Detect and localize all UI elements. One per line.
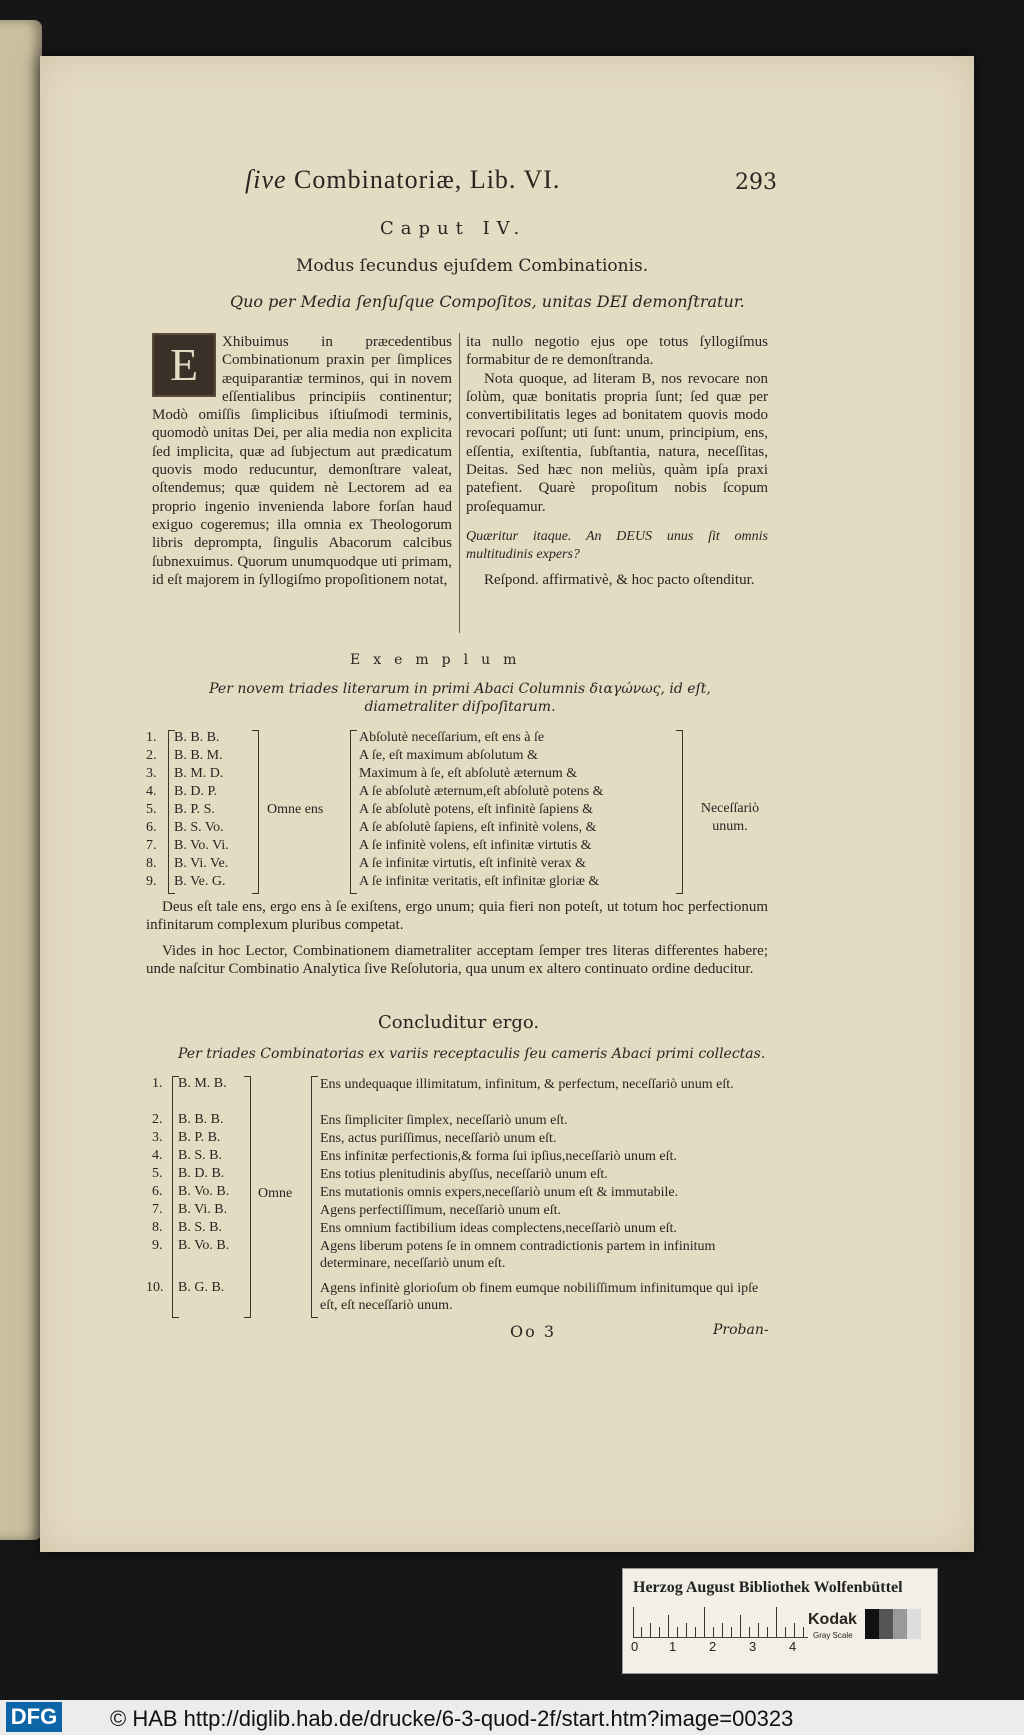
exemplum-title: Exemplum [350, 652, 530, 668]
chapter-subtitle: Modus ſecundus ejuſdem Combinationis. [296, 256, 649, 276]
conc-row-number: 5. [152, 1166, 163, 1181]
conc-row-number: 10. [146, 1280, 164, 1295]
ruler-label: 2 [709, 1639, 717, 1654]
exemplum-letters: B. Vo. Vi. [174, 838, 229, 853]
exemplum-letters: B. M. D. [174, 766, 224, 781]
exemplum-row [146, 784, 157, 800]
chapter-heading: Caput IV. [380, 218, 527, 239]
conc-row-number: 8. [152, 1220, 163, 1235]
dropcap-initial: E [152, 333, 216, 397]
conc-row-text: Agens infinitè glorioſum ob finem eumque nobiliſſimum infinitumque qui ipſe eſt, eſt neceſſariò unum. [320, 1281, 759, 1313]
exemplum-letters-brace [252, 730, 259, 894]
exemplum-letters: B. B. M. [174, 748, 223, 763]
conc-row-number: 7. [152, 1202, 163, 1217]
exemplum-row [146, 766, 157, 782]
exemplum-letters: B. Ve. G. [174, 874, 226, 889]
exemplum-row [146, 802, 157, 818]
conc-row-text: Ens totius plenitudinis abyſſus, neceſſariò unum eſt. [320, 1167, 608, 1182]
exemplum-row [146, 874, 157, 890]
exemplum-text: A ſe infinitæ veritatis, eſt infinitæ gloriæ & [359, 874, 600, 889]
exemplum-letters: B. D. P. [174, 784, 218, 799]
ruler-label: 1 [669, 1639, 677, 1654]
exemplum-text: A ſe infinitè volens, eſt infinitæ virtutis & [359, 838, 592, 853]
gray-scale-label: Gray Scale [813, 1631, 853, 1640]
conc-row-text: Ens undequaque illimitatum, infinitum, & perfectum, neceſſariò unum eſt. [320, 1077, 734, 1092]
conc-row-letters: B. P. B. [178, 1130, 221, 1145]
exemplum-conclusion: Neceſſariò unum. [700, 801, 760, 834]
row-number: 1. [146, 730, 157, 745]
exemplum-letters: B. Vi. Ve. [174, 856, 229, 871]
concluditur-description: Per triades Combinatorias ex variis receptaculis ſeu cameris Abaci primi collectas. [178, 1046, 766, 1062]
exemplum-text: Abſolutè neceſſarium, eſt ens à ſe [359, 730, 545, 745]
conc-row-letters: B. D. B. [178, 1166, 225, 1181]
ruler-label: 4 [789, 1639, 797, 1654]
conc-row-text: Ens omnium factibilium ideas complectens,neceſſariò unum eſt. [320, 1221, 677, 1236]
row-number: 5. [146, 802, 157, 817]
ruler-label: 3 [749, 1639, 757, 1654]
exemplum-text: A ſe, eſt maximum abſolutum & [359, 748, 538, 763]
chapter-intro: Quo per Media ſenſuſque Compoſitos, unitas DEI demonſtratur. [230, 292, 745, 311]
exemplum-row [146, 730, 157, 746]
conc-row-text: Ens ſimpliciter ſimplex, neceſſariò unum eſt. [320, 1113, 568, 1128]
conc-left-bracket [172, 1076, 179, 1318]
signature-mark: Oo 3 [510, 1322, 557, 1341]
dfg-logo[interactable]: DFG [6, 1702, 62, 1732]
conc-row-number: 1. [152, 1076, 163, 1091]
column-left-text: Xhibuimus in præcedentibus Combinationum praxin per ſimplices æquiparantiæ terminos, qui in novem eſſentialibus principiis continentur; Modò omiſſis ſimplicibus iſtiuſmodi terminis, quomodò unitas Dei, per alia media non explicita ſed implicita, quæ ad ſubjectum aut prædicatum quovis modo reducuntur, demonſtrare valeat, oſtendemus; quæ quidem nè Lectorem ad ea proprio ingenio invenienda labore forſan haud exiguo cogeremus; illa omnia ex Theologorum libris deprompta, ſingulis Abacorum calcibus ſubnexuimus. Quorum unumquodque uti primam, id eſt majorem in ſyllogiſmo propoſitionem notat, [152, 334, 452, 588]
col2-paragraph-1: ita nullo negotio ejus ope totus ſyllogiſmus formabitur de re demonſtranda. [466, 334, 768, 369]
exemplum-text: Maximum à ſe, eſt abſolutè æternum & [359, 766, 578, 781]
paragraph-deus: Deus eſt tale ens, ergo ens à ſe exiſtens, ergo unum; quia fieri non poteſt, ut totum hoc perfectionum infinitarum complexum pluribus competat. [146, 899, 768, 933]
exemplum-text: A ſe abſolutè æternum,eſt abſolutè potens & [359, 784, 604, 799]
conc-row-letters: B. S. B. [178, 1220, 222, 1235]
exemplum-text: A ſe abſolutè ſapiens, eſt infinitè volens, & [359, 820, 597, 835]
exemplum-row [146, 838, 157, 854]
exemplum-right-brace [676, 730, 683, 894]
left-page-edge [0, 20, 42, 1540]
running-head-pre: ſive [245, 165, 287, 194]
conc-row-letters: B. G. B. [178, 1280, 225, 1295]
exemplum-left-bracket [168, 730, 175, 894]
row-number: 4. [146, 784, 157, 799]
library-name: Herzog August Bibliothek Wolfenbüttel [633, 1579, 903, 1596]
scale-ruler [633, 1607, 808, 1638]
paragraph-vides: Vides in hoc Lector, Combinationem diametraliter acceptam ſemper tres literas differentes habere; unde naſcitur Combinatio Analytica ſive Reſolutoria, qua unum ex altero continuato ordine deducitur. [146, 943, 768, 977]
row-number: 3. [146, 766, 157, 781]
col2-paragraph-2: Nota quoque, ad literam B, nos revocare non ſolùm, quæ bonitatis propria ſunt; ſed quæ per convertibilitatis leges ad bonitatem quovis modo revocari poſſunt; uti ſunt: unum, principium, ens, eſſentia, exiſtentia, ſubſtantia, natura, neceſſitas, Deitas. Sed hæc non meliùs, quàm ipſa praxi patefient. Quarè propoſitum nobis ſcopum proſequamur. [466, 370, 768, 515]
exemplum-text-brace [350, 730, 357, 894]
row-number: 9. [146, 874, 157, 889]
conc-row-text: Agens liberum potens ſe in omnem contradictionis partem in infinitum determinare, neceſſariò unum eſt. [320, 1239, 716, 1271]
col2-question: Quæritur itaque. An DEUS unus ſit omnis multitudinis expers? [466, 528, 768, 563]
col2-response: Reſpond. affirmativè, & hoc pacto oſtenditur. [484, 571, 755, 588]
conc-row-number: 4. [152, 1148, 163, 1163]
catchword: Proban- [713, 1322, 769, 1338]
conc-row-text: Ens, actus puriſſimus, neceſſariò unum eſt. [320, 1131, 557, 1146]
conc-row-letters: B. Vo. B. [178, 1238, 230, 1253]
row-number: 2. [146, 748, 157, 763]
row-number: 7. [146, 838, 157, 853]
conc-row-number: 2. [152, 1112, 163, 1127]
conc-row-letters: B. Vi. B. [178, 1202, 228, 1217]
concluditur-heading: Concluditur ergo. [378, 1012, 540, 1033]
column-right [466, 333, 768, 589]
conc-middle-label: Omne [258, 1186, 293, 1201]
exemplum-text: A ſe infinitæ virtutis, eſt infinitè verax & [359, 856, 587, 871]
exemplum-letters: B. P. S. [174, 802, 215, 817]
exemplum-row [146, 856, 157, 872]
exemplum-letters: B. S. Vo. [174, 820, 224, 835]
page-number: 293 [735, 170, 777, 195]
conc-row-number: 6. [152, 1184, 163, 1199]
conc-row-letters: B. S. B. [178, 1148, 222, 1163]
row-number: 8. [146, 856, 157, 871]
exemplum-letters: B. B. B. [174, 730, 220, 745]
conc-row-letters: B. Vo. B. [178, 1184, 230, 1199]
conc-row-text: Ens infinitæ perfectionis,& forma ſui ipſius,neceſſariò unum eſt. [320, 1149, 677, 1164]
exemplum-text: A ſe abſolutè potens, eſt infinitè ſapiens & [359, 802, 594, 817]
kodak-logo: Kodak [808, 1611, 857, 1628]
conc-text-brace [311, 1076, 318, 1318]
conc-letters-brace [244, 1076, 251, 1318]
conc-row-text: Agens perfectiſſimum, neceſſariò unum eſt. [320, 1203, 562, 1218]
exemplum-middle-label: Omne ens [267, 802, 324, 817]
conc-row-letters: B. M. B. [178, 1076, 227, 1091]
copyright-link[interactable]: © HAB http://diglib.hab.de/drucke/6-3-quod-2f/start.htm?image=00323 [110, 1706, 794, 1731]
conc-row-number: 9. [152, 1238, 163, 1253]
column-rule [459, 333, 460, 633]
exemplum-description: Per novem triades literarum in primi Abaci Columnis διαγώνως, id eſt, diametraliter diſpoſitarum. [209, 681, 711, 715]
running-head-title: Combinatoriæ, Lib. VI. [294, 165, 561, 194]
exemplum-row [146, 748, 157, 764]
running-head [245, 165, 560, 195]
exemplum-row [146, 820, 157, 836]
conc-row-number: 3. [152, 1130, 163, 1145]
ruler-label: 0 [631, 1639, 639, 1654]
conc-row-text: Ens mutationis omnis expers,neceſſariò unum eſt & immutabile. [320, 1185, 679, 1200]
row-number: 6. [146, 820, 157, 835]
conc-row-letters: B. B. B. [178, 1112, 224, 1127]
library-color-card [622, 1568, 938, 1674]
column-left [152, 333, 452, 589]
